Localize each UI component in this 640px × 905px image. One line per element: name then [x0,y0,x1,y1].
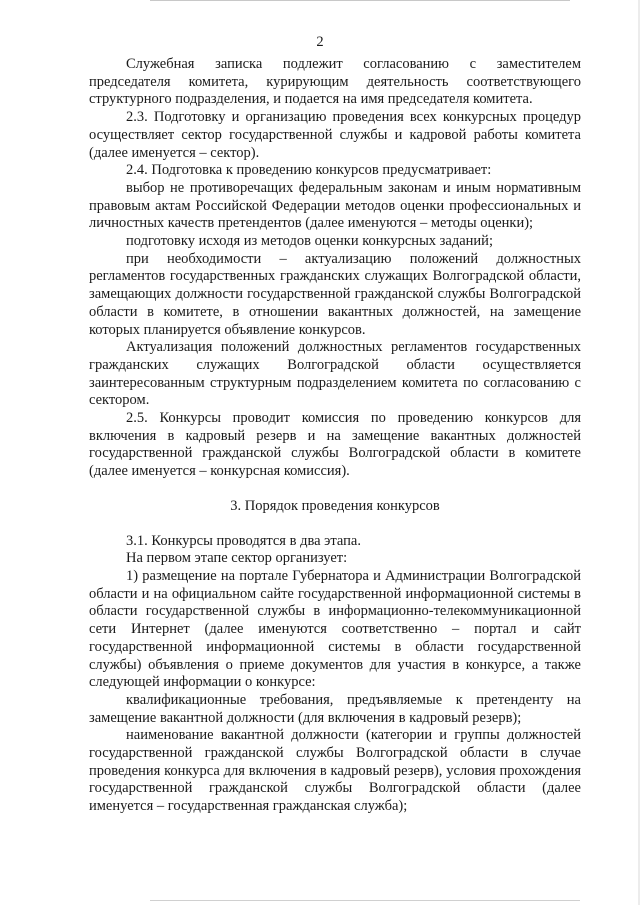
paragraph: 2.5. Конкурсы проводит комиссия по проведению конкурсов для включения в кадровый резерв и на замещение вакантных должностей государственной гражданской службы Волгоградской области в комитете (далее именуется – конкурсная комиссия). [89,410,581,480]
page-number: 2 [316,34,324,50]
paragraph: Служебная записка подлежит согласованию с заместителем председателя комитета, курирующим деятельность соответствующего структурного подразделения, и подается на имя председателя комитета. [89,56,581,108]
paragraph: подготовку исходя из методов оценки конкурсных заданий; [126,233,493,250]
scan-artifact-top [150,0,570,1]
paragraph: 1) размещение на портале Губернатора и Администрации Волгоградской области и на официальном сайте государственной информационной системы в области государственной службы в информационно-телекоммуникационной сети Интернет (далее именуются соответственно – портал и сайт государственной информационной системы в области государственной службы) объявления о приеме документов для участия в конкурсе, а также следующей информации о конкурсе: [89,567,581,691]
paragraph: На первом этапе сектор организует: [126,550,348,567]
paragraph: 3.1. Конкурсы проводятся в два этапа. [126,532,361,549]
paragraph: 2.4. Подготовка к проведению конкурсов предусматривает: [126,162,492,179]
paragraph: Актуализация положений должностных регламентов государственных гражданских служащих Волгоградской области осуществляется заинтересованным структурным подразделением комитета по согласованию с сектором. [89,339,581,409]
paragraph: выбор не противоречащих федеральным законам и иным нормативным правовым актам Российской Федерации методов оценки профессиональных и личностных качеств претендентов (далее именуются – методы оценки); [89,179,581,232]
section-heading: 3. Порядок проведения конкурсов [230,497,440,514]
document-body [89,56,581,816]
paragraph: наименование вакантной должности (категории и группы должностей государственной гражданской службы Волгоградской области в случае проведения конкурса для включения в кадровый резерв), условия прохождения государственной гражданской службы Волгоградской области (далее именуется – государственная гражданская служба); [89,727,581,815]
paragraph: квалификационные требования, предъявляемые к претенденту на замещение вакантной должности (для включения в кадровый резерв); [89,691,581,726]
scan-artifact-bottom [150,900,580,901]
paragraph: при необходимости – актуализацию положений должностных регламентов государственных гражданских служащих Волгоградской области, замещающих должности государственной гражданской службы Волгоградской области в комитете, в отношении вакантных должностей, на замещение которых планируется объявление конкурсов. [89,250,581,338]
paragraph: 2.3. Подготовку и организацию проведения всех конкурсных процедур осуществляет сектор государственной службы и кадровой работы комитета (далее именуется – сектор). [89,109,581,161]
